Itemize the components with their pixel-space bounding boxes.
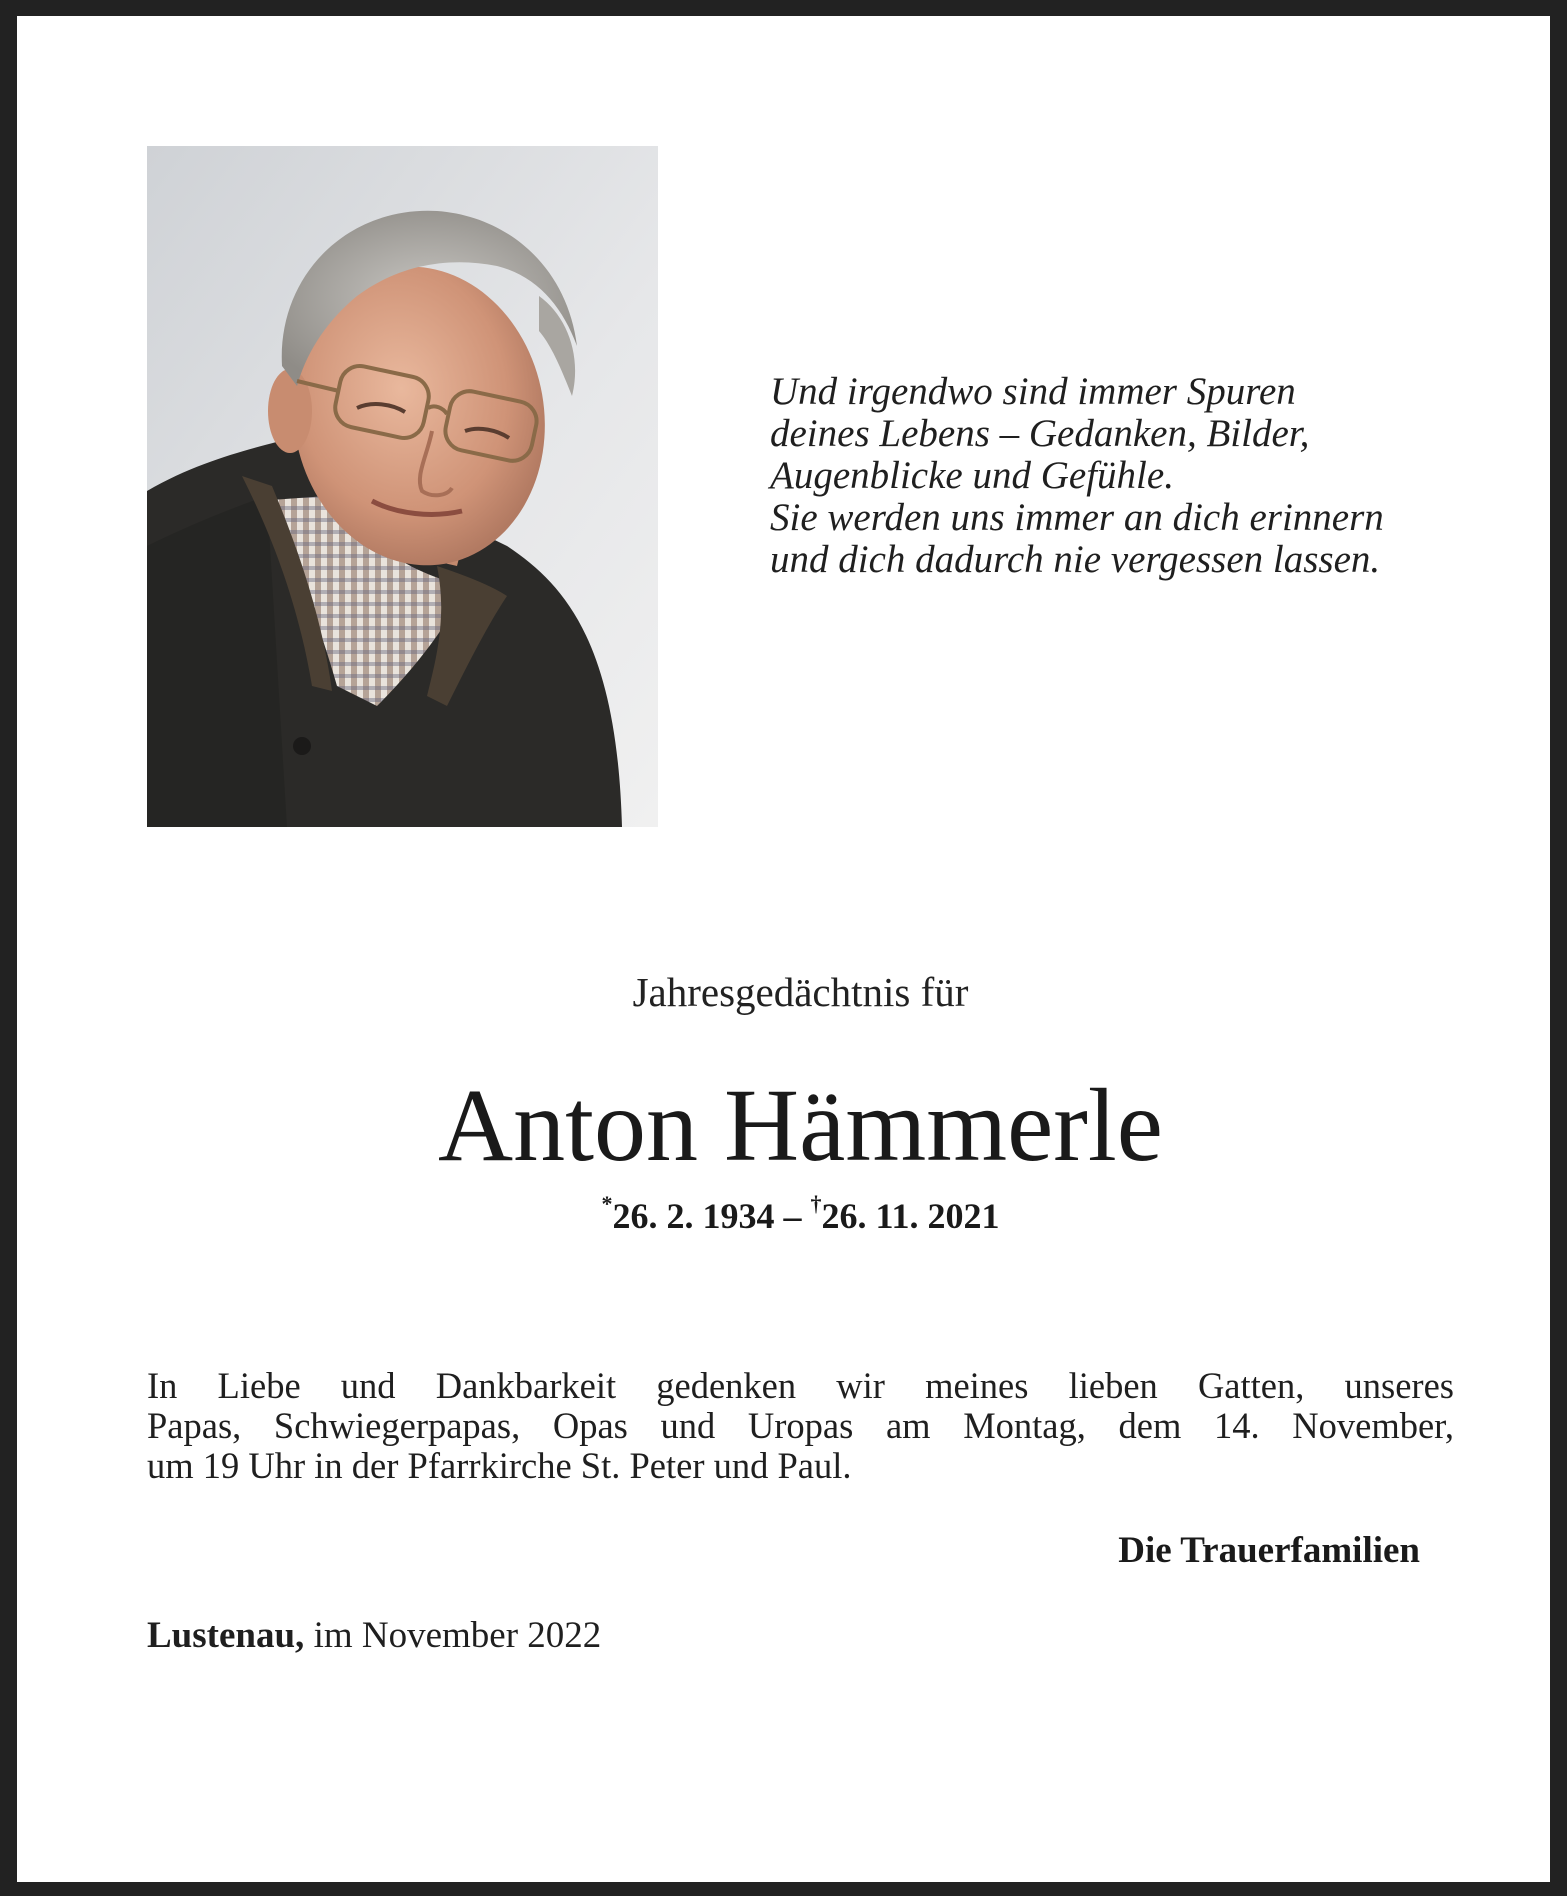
announcement-line: um 19 Uhr in der Pfarrkirche St. Peter und Paul. bbox=[147, 1445, 852, 1486]
memorial-quote bbox=[770, 371, 1470, 581]
portrait-photo bbox=[147, 146, 658, 827]
quote-line: Augenblicke und Gefühle. bbox=[770, 454, 1174, 497]
birth-symbol: * bbox=[601, 1191, 613, 1216]
quote-line: deines Lebens – Gedanken, Bilder, bbox=[770, 412, 1310, 455]
quote-line: und dich dadurch nie vergessen lassen. bbox=[770, 538, 1381, 581]
quote-line: Und irgendwo sind immer Spuren bbox=[770, 370, 1296, 413]
memorial-announcement bbox=[147, 1366, 1454, 1486]
death-date: 26. 11. 2021 bbox=[821, 1196, 1000, 1236]
date-text: im November 2022 bbox=[304, 1615, 602, 1656]
place-and-date bbox=[147, 1614, 601, 1658]
memorial-intro: Jahresgedächtnis für bbox=[632, 969, 969, 1015]
death-symbol: † bbox=[810, 1191, 822, 1216]
deceased-name: Anton Hämmerle bbox=[438, 1068, 1163, 1183]
quote-line: Sie werden uns immer an dich erinnern bbox=[770, 496, 1384, 539]
announcement-line: In Liebe und Dankbarkeit gedenken wir meines lieben Gatten, unseres bbox=[147, 1365, 1454, 1406]
life-dates bbox=[17, 1191, 1567, 1238]
announcement-line: Papas, Schwiegerpapas, Opas und Uropas am Montag, dem 14. November, bbox=[147, 1405, 1454, 1446]
family-signature: Die Trauerfamilien bbox=[1118, 1530, 1420, 1571]
date-separator: – bbox=[774, 1196, 811, 1236]
place-name: Lustenau, bbox=[147, 1615, 305, 1656]
birth-date: 26. 2. 1934 bbox=[612, 1196, 775, 1236]
